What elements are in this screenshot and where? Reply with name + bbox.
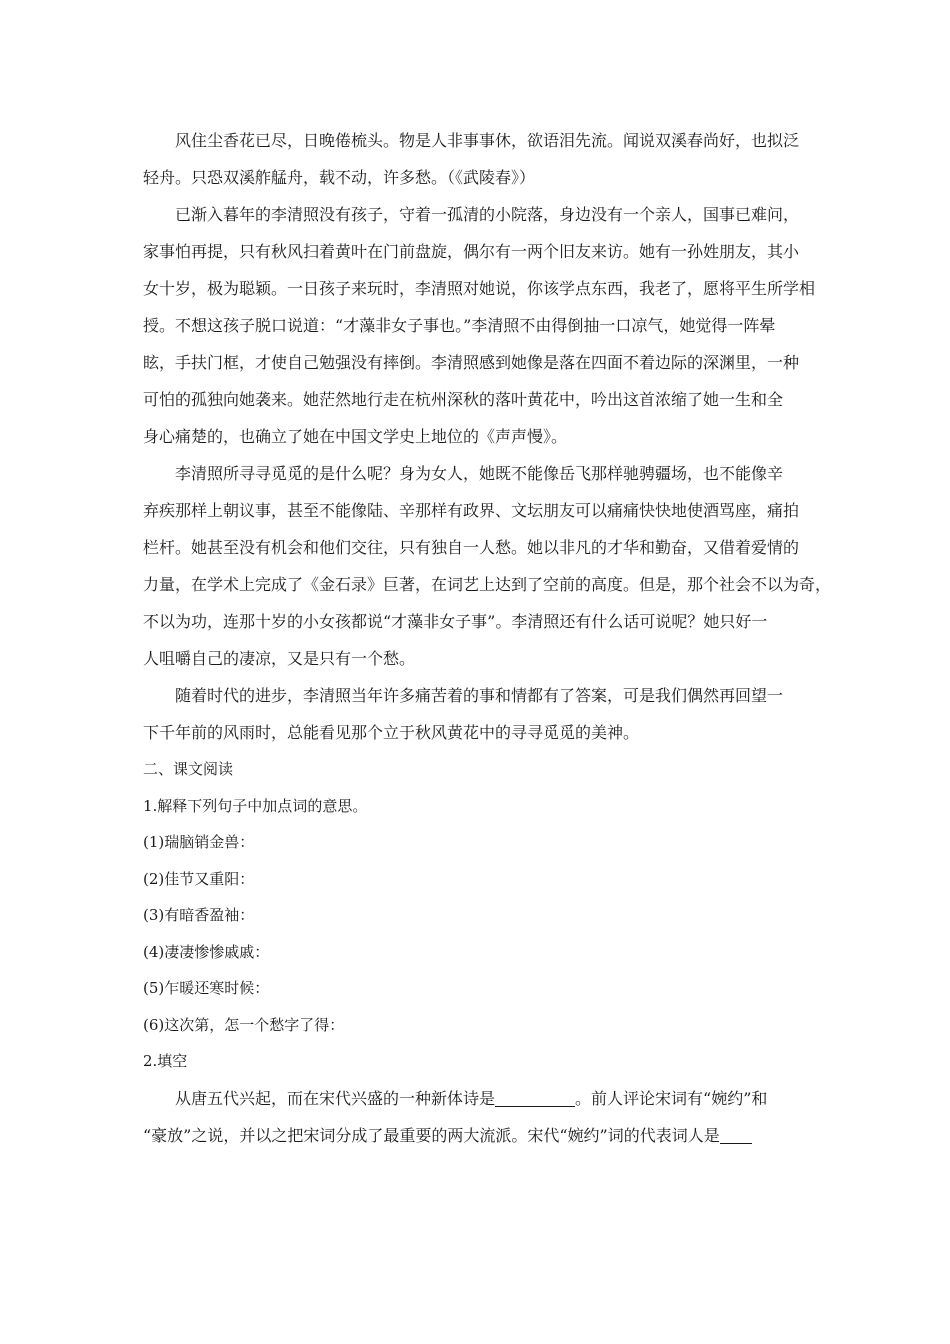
answer-blank[interactable]	[495, 1088, 575, 1107]
text-line: 轻舟。只恐双溪舴艋舟，载不动，许多愁。（《武陵春》）	[143, 168, 536, 187]
question-item: (1)瑞脑销金兽：	[143, 833, 255, 851]
text-line: 弃疾那样上朝议事，甚至不能像陆、辛那样有政界、文坛朋友可以痛痛快快地使酒骂座，痛拍	[143, 501, 800, 520]
text-line: 人咀嚼自己的凄凉，又是只有一个愁。	[143, 649, 416, 668]
text-line: 李清照所寻寻觅觅的是什么呢？身为女人，她既不能像岳飞那样驰骋疆场，也不能像辛	[175, 464, 784, 483]
text-line: 女十岁，极为聪颖。一日孩子来玩时，李清照对她说，你该学点东西，我老了，愿将平生所学相	[143, 279, 816, 298]
question-item: (5)乍暖还寒时候：	[143, 979, 270, 997]
question-item: (6)这次第，怎一个愁字了得：	[143, 1015, 345, 1034]
text-line: 力量，在学术上完成了《金石录》巨著，在词艺上达到了空前的高度。但是，那个社会不以为奇，	[143, 575, 832, 594]
fill-text: 。前人评论宋词有“婉约”和	[575, 1088, 768, 1108]
paragraph-2	[143, 455, 832, 677]
text-line: 已渐入暮年的李清照没有孩子，守着一孤清的小院落，身边没有一个亲人，国事已难问，	[175, 205, 800, 224]
text-line: 可怕的孤独向她袭来。她茫然地行走在杭州深秋的落叶黄花中，吟出这首浓缩了她一生和全	[143, 390, 784, 409]
poem-tail	[143, 122, 810, 196]
text-line: 栏杆。她甚至没有机会和他们交往，只有独自一人愁。她以非凡的才华和勤奋，又借着爱情的	[143, 538, 800, 557]
section-course-reading	[143, 751, 810, 1080]
text-line: 家事怕再提，只有秋风扫着黄叶在门前盘旋，偶尔有一两个旧友来访。她有一孙姓朋友，其小	[143, 242, 800, 261]
question-1-title: 1.解释下列句子中加点词的意思。	[143, 796, 368, 815]
fill-in-paragraph	[143, 1080, 810, 1154]
section-heading: 二、课文阅读	[143, 760, 234, 778]
fill-text: “豪放”之说，并以之把宋词分成了最重要的两大流派。宋代“婉约”词的代表词人是	[143, 1125, 720, 1145]
text-line	[143, 1117, 810, 1154]
document-body	[143, 122, 832, 1154]
question-item: (3)有暗香盈袖：	[143, 906, 255, 924]
text-line: 眩，手扶门框，才使自己勉强没有摔倒。李清照感到她像是落在四面不着边际的深渊里，一种	[143, 353, 800, 372]
text-line: 授。不想这孩子脱口说道：“才藻非女子事也。”李清照不由得倒抽一口凉气，她觉得一阵晕	[143, 316, 776, 335]
text-line: 风住尘香花已尽，日晚倦梳头。物是人非事事休，欲语泪先流。闻说双溪春尚好，也拟泛	[175, 131, 800, 150]
question-item: (4)凄凄惨惨戚戚：	[143, 942, 270, 961]
text-line: 随着时代的进步，李清照当年许多痛苦着的事和情都有了答案，可是我们偶然再回望一	[175, 686, 784, 705]
question-item: (2)佳节又重阳：	[143, 869, 255, 888]
text-line: 身心痛楚的，也确立了她在中国文学史上地位的《声声慢》。	[143, 427, 568, 446]
paragraph-3	[143, 677, 810, 751]
fill-text: 从唐五代兴起，而在宋代兴盛的一种新体诗是	[175, 1088, 496, 1108]
text-line	[143, 1080, 810, 1117]
question-2-title: 2.填空	[143, 1052, 188, 1070]
paragraph-1	[143, 196, 816, 455]
text-line: 不以为功，连那十岁的小女孩都说“才藻非女子事”。李清照还有什么话可说呢？她只好一	[143, 612, 768, 631]
text-line: 下千年前的风雨时，总能看见那个立于秋风黄花中的寻寻觅觅的美神。	[143, 723, 640, 742]
answer-blank[interactable]	[720, 1125, 752, 1144]
